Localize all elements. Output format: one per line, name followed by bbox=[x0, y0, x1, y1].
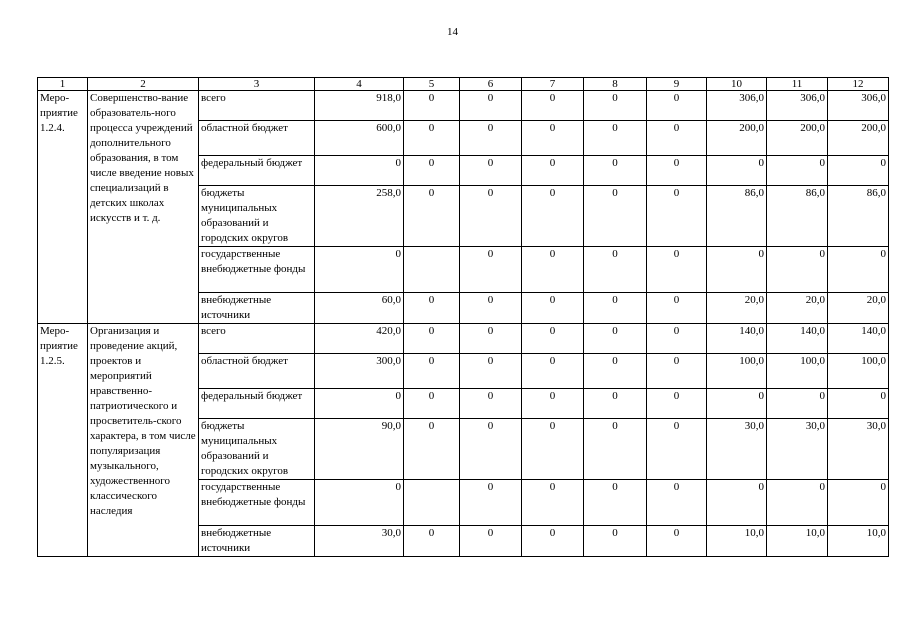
column-header: 12 bbox=[828, 78, 889, 91]
amount-cell: 0 bbox=[404, 526, 460, 557]
column-header: 4 bbox=[315, 78, 404, 91]
amount-cell: 0 bbox=[647, 389, 707, 419]
funding-source: федеральный бюджет bbox=[199, 156, 315, 186]
amount-cell: 100,0 bbox=[707, 354, 767, 389]
amount-cell: 0 bbox=[828, 247, 889, 293]
amount-cell: 0 bbox=[584, 156, 647, 186]
amount-cell: 0 bbox=[647, 480, 707, 526]
amount-cell: 0 bbox=[707, 156, 767, 186]
amount-cell: 300,0 bbox=[315, 354, 404, 389]
funding-source: областной бюджет bbox=[199, 354, 315, 389]
amount-cell: 0 bbox=[767, 156, 828, 186]
amount-cell: 0 bbox=[828, 156, 889, 186]
amount-cell: 0 bbox=[647, 324, 707, 354]
amount-cell: 0 bbox=[584, 186, 647, 247]
amount-cell: 258,0 bbox=[315, 186, 404, 247]
amount-cell: 0 bbox=[522, 389, 584, 419]
table-row bbox=[38, 324, 889, 354]
amount-cell: 0 bbox=[522, 293, 584, 324]
amount-cell: 0 bbox=[522, 480, 584, 526]
amount-cell: 0 bbox=[584, 389, 647, 419]
amount-cell: 0 bbox=[584, 324, 647, 354]
amount-cell: 0 bbox=[460, 480, 522, 526]
funding-source: федеральный бюджет bbox=[199, 389, 315, 419]
amount-cell: 0 bbox=[647, 121, 707, 156]
funding-source: всего bbox=[199, 91, 315, 121]
measure-id-line: приятие bbox=[40, 107, 78, 119]
amount-cell: 30,0 bbox=[828, 419, 889, 480]
amount-cell bbox=[404, 247, 460, 293]
amount-cell: 0 bbox=[584, 293, 647, 324]
amount-cell: 0 bbox=[584, 91, 647, 121]
funding-source: бюджеты муниципальных образований и городских округов bbox=[199, 419, 315, 480]
amount-cell: 0 bbox=[460, 293, 522, 324]
column-header: 10 bbox=[707, 78, 767, 91]
column-header: 9 bbox=[647, 78, 707, 91]
amount-cell: 30,0 bbox=[707, 419, 767, 480]
amount-cell: 0 bbox=[522, 186, 584, 247]
measure-id-line: 1.2.4. bbox=[40, 122, 65, 134]
amount-cell: 0 bbox=[460, 389, 522, 419]
amount-cell: 0 bbox=[404, 121, 460, 156]
amount-cell: 0 bbox=[404, 389, 460, 419]
amount-cell: 0 bbox=[315, 480, 404, 526]
amount-cell: 200,0 bbox=[828, 121, 889, 156]
amount-cell: 420,0 bbox=[315, 324, 404, 354]
amount-cell: 0 bbox=[404, 293, 460, 324]
amount-cell: 90,0 bbox=[315, 419, 404, 480]
amount-cell: 306,0 bbox=[828, 91, 889, 121]
table-body bbox=[38, 91, 889, 557]
amount-cell: 0 bbox=[404, 186, 460, 247]
amount-cell: 0 bbox=[522, 247, 584, 293]
measure-id-line: приятие bbox=[40, 340, 78, 352]
amount-cell: 0 bbox=[767, 247, 828, 293]
table-header bbox=[38, 78, 889, 91]
measure-id bbox=[38, 91, 88, 324]
amount-cell: 140,0 bbox=[707, 324, 767, 354]
amount-cell: 0 bbox=[315, 247, 404, 293]
amount-cell: 0 bbox=[647, 91, 707, 121]
amount-cell: 100,0 bbox=[767, 354, 828, 389]
amount-cell: 0 bbox=[522, 354, 584, 389]
measure-description: Организация и проведение акций, проектов и мероприятий нравственно-патриотического и просветитель-ского характера, в том числе популяризация музыкального, художественного классического наследия bbox=[88, 324, 199, 557]
amount-cell: 20,0 bbox=[707, 293, 767, 324]
amount-cell: 0 bbox=[828, 480, 889, 526]
amount-cell: 0 bbox=[647, 293, 707, 324]
amount-cell: 86,0 bbox=[828, 186, 889, 247]
amount-cell: 10,0 bbox=[828, 526, 889, 557]
amount-cell: 600,0 bbox=[315, 121, 404, 156]
amount-cell: 0 bbox=[584, 247, 647, 293]
amount-cell: 30,0 bbox=[767, 419, 828, 480]
amount-cell: 200,0 bbox=[767, 121, 828, 156]
amount-cell: 0 bbox=[647, 354, 707, 389]
amount-cell: 0 bbox=[522, 156, 584, 186]
amount-cell: 140,0 bbox=[767, 324, 828, 354]
amount-cell: 0 bbox=[460, 121, 522, 156]
funding-source: областной бюджет bbox=[199, 121, 315, 156]
column-header: 7 bbox=[522, 78, 584, 91]
amount-cell: 306,0 bbox=[767, 91, 828, 121]
page-number: 14 bbox=[447, 26, 458, 38]
amount-cell: 200,0 bbox=[707, 121, 767, 156]
amount-cell: 918,0 bbox=[315, 91, 404, 121]
amount-cell: 86,0 bbox=[767, 186, 828, 247]
amount-cell: 0 bbox=[767, 480, 828, 526]
amount-cell: 0 bbox=[522, 324, 584, 354]
amount-cell: 0 bbox=[404, 156, 460, 186]
column-header: 2 bbox=[88, 78, 199, 91]
measure-id-line: 1.2.5. bbox=[40, 355, 65, 367]
amount-cell: 0 bbox=[460, 419, 522, 480]
amount-cell: 0 bbox=[460, 186, 522, 247]
amount-cell: 0 bbox=[707, 480, 767, 526]
funding-source: внебюджетные источники bbox=[199, 293, 315, 324]
table-row bbox=[38, 91, 889, 121]
funding-source: внебюджетные источники bbox=[199, 526, 315, 557]
amount-cell: 0 bbox=[460, 247, 522, 293]
amount-cell: 0 bbox=[647, 186, 707, 247]
amount-cell: 0 bbox=[828, 389, 889, 419]
amount-cell: 0 bbox=[584, 419, 647, 480]
amount-cell: 0 bbox=[767, 389, 828, 419]
funding-source: государственные внебюджетные фонды bbox=[199, 247, 315, 293]
column-header: 11 bbox=[767, 78, 828, 91]
amount-cell: 0 bbox=[584, 354, 647, 389]
amount-cell: 10,0 bbox=[707, 526, 767, 557]
column-header: 5 bbox=[404, 78, 460, 91]
amount-cell: 0 bbox=[647, 526, 707, 557]
amount-cell: 0 bbox=[647, 419, 707, 480]
amount-cell: 10,0 bbox=[767, 526, 828, 557]
funding-source: бюджеты муниципальных образований и городских округов bbox=[199, 186, 315, 247]
measure-id-line: Меро- bbox=[40, 92, 70, 104]
amount-cell: 0 bbox=[647, 156, 707, 186]
amount-cell: 0 bbox=[460, 324, 522, 354]
amount-cell: 100,0 bbox=[828, 354, 889, 389]
amount-cell: 0 bbox=[460, 354, 522, 389]
funding-source: всего bbox=[199, 324, 315, 354]
amount-cell: 0 bbox=[315, 156, 404, 186]
amount-cell: 0 bbox=[522, 91, 584, 121]
amount-cell: 0 bbox=[707, 247, 767, 293]
column-header: 8 bbox=[584, 78, 647, 91]
amount-cell: 0 bbox=[584, 480, 647, 526]
amount-cell: 0 bbox=[522, 526, 584, 557]
amount-cell: 0 bbox=[460, 156, 522, 186]
measure-id bbox=[38, 324, 88, 557]
column-header: 6 bbox=[460, 78, 522, 91]
amount-cell: 0 bbox=[584, 121, 647, 156]
amount-cell: 0 bbox=[707, 389, 767, 419]
column-header: 1 bbox=[38, 78, 88, 91]
amount-cell: 306,0 bbox=[707, 91, 767, 121]
amount-cell bbox=[404, 480, 460, 526]
measure-id-line: Меро- bbox=[40, 325, 70, 337]
amount-cell: 0 bbox=[404, 91, 460, 121]
measure-description: Совершенство-вание образователь-ного процесса учреждений дополнительного образования, в том числе введение новых специализаций в детских школах искусств и т. д. bbox=[88, 91, 199, 324]
amount-cell: 0 bbox=[460, 91, 522, 121]
amount-cell: 0 bbox=[404, 419, 460, 480]
amount-cell: 0 bbox=[522, 419, 584, 480]
column-header: 3 bbox=[199, 78, 315, 91]
header-row bbox=[38, 78, 889, 91]
amount-cell: 0 bbox=[647, 247, 707, 293]
amount-cell: 0 bbox=[584, 526, 647, 557]
amount-cell: 20,0 bbox=[828, 293, 889, 324]
amount-cell: 0 bbox=[404, 324, 460, 354]
amount-cell: 140,0 bbox=[828, 324, 889, 354]
budget-table bbox=[37, 77, 889, 557]
funding-source: государственные внебюджетные фонды bbox=[199, 480, 315, 526]
amount-cell: 0 bbox=[404, 354, 460, 389]
amount-cell: 0 bbox=[315, 389, 404, 419]
amount-cell: 86,0 bbox=[707, 186, 767, 247]
amount-cell: 20,0 bbox=[767, 293, 828, 324]
amount-cell: 60,0 bbox=[315, 293, 404, 324]
amount-cell: 0 bbox=[460, 526, 522, 557]
amount-cell: 30,0 bbox=[315, 526, 404, 557]
amount-cell: 0 bbox=[522, 121, 584, 156]
